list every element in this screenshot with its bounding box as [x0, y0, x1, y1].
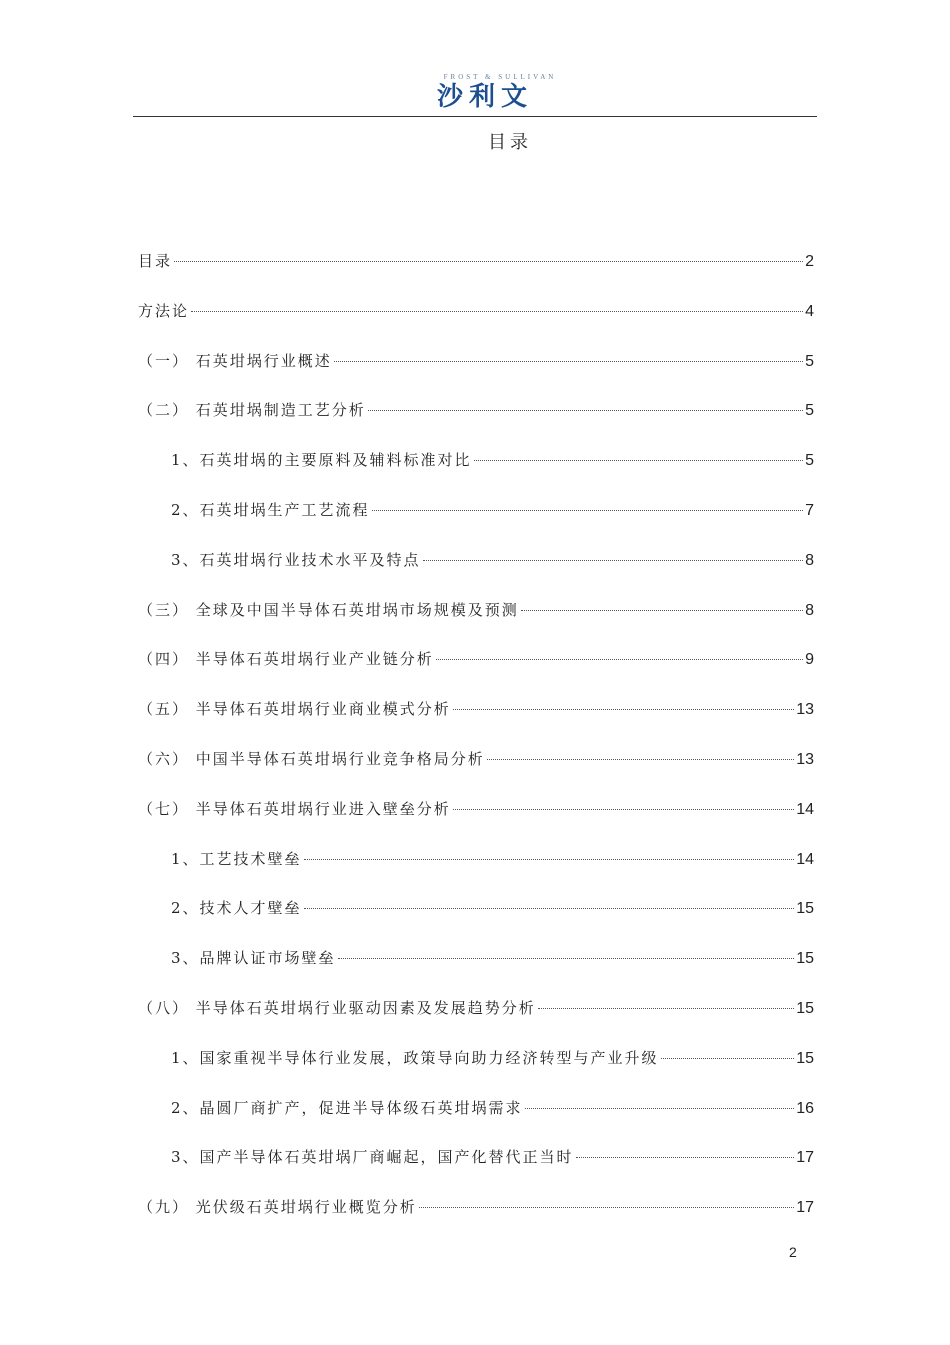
toc-dot-leader — [191, 311, 803, 312]
toc-dot-leader — [538, 1008, 794, 1009]
toc-entry-label: （六） 中国半导体石英坩埚行业竞争格局分析 — [138, 749, 485, 768]
toc-entry-page: 5 — [805, 402, 814, 420]
toc-entry[interactable] — [138, 748, 814, 798]
logo-chinese-text: 沙利文 — [436, 82, 533, 112]
toc-entry[interactable] — [138, 798, 814, 848]
page-number: 2 — [789, 1244, 797, 1260]
toc-entry-label: （七） 半导体石英坩埚行业进入壁垒分析 — [138, 799, 451, 818]
toc-dot-leader — [334, 361, 803, 362]
toc-entry-label: 2、石英坩埚生产工艺流程 — [171, 500, 370, 519]
toc-entry-page: 17 — [796, 1149, 814, 1167]
toc-entry-label: 3、石英坩埚行业技术水平及特点 — [171, 550, 421, 569]
toc-entry-label: 1、工艺技术壁垒 — [171, 849, 302, 868]
toc-entry[interactable] — [138, 549, 814, 599]
toc-entry-page: 8 — [805, 601, 814, 619]
toc-entry-label: 3、国产半导体石英坩埚厂商崛起，国产化替代正当时 — [171, 1148, 574, 1167]
toc-entry-page: 14 — [796, 800, 814, 818]
toc-entry[interactable] — [138, 1196, 814, 1246]
toc-entry-page: 13 — [796, 701, 814, 719]
toc-entry[interactable] — [138, 1047, 814, 1097]
toc-entry-page: 15 — [796, 999, 814, 1017]
toc-entry[interactable] — [138, 399, 814, 449]
toc-entry-label: 1、国家重视半导体行业发展，政策导向助力经济转型与产业升级 — [171, 1048, 659, 1067]
toc-entry-label: 目录 — [138, 252, 173, 270]
toc-entry-page: 5 — [805, 452, 814, 470]
toc-entry[interactable] — [138, 698, 814, 748]
toc-dot-leader — [174, 261, 803, 262]
toc-entry[interactable] — [138, 648, 814, 698]
toc-dot-leader — [419, 1207, 794, 1208]
toc-dot-leader — [368, 410, 803, 411]
toc-entry-page: 7 — [805, 501, 814, 519]
toc-entry-label: （八） 半导体石英坩埚行业驱动因素及发展趋势分析 — [138, 998, 536, 1017]
toc-entry-label: （五） 半导体石英坩埚行业商业模式分析 — [138, 700, 451, 719]
toc-dot-leader — [436, 659, 803, 660]
toc-entry-page: 4 — [805, 302, 814, 320]
toc-entry-label: （九） 光伏级石英坩埚行业概览分析 — [138, 1198, 417, 1217]
toc-entry-label: 3、品牌认证市场壁垒 — [171, 949, 336, 968]
table-of-contents — [138, 250, 814, 1246]
toc-entry-label: （三） 全球及中国半导体石英坩埚市场规模及预测 — [138, 600, 519, 619]
toc-entry-page: 5 — [805, 352, 814, 370]
toc-entry[interactable] — [138, 1146, 814, 1196]
toc-dot-leader — [525, 1108, 795, 1109]
toc-dot-leader — [453, 809, 794, 810]
toc-entry[interactable] — [138, 499, 814, 549]
toc-dot-leader — [576, 1157, 795, 1158]
toc-entry-page: 9 — [805, 651, 814, 669]
logo-english-text: FROST & SULLIVAN — [443, 73, 557, 81]
toc-entry-page: 8 — [805, 551, 814, 569]
toc-dot-leader — [304, 859, 795, 860]
toc-entry[interactable] — [138, 947, 814, 997]
toc-dot-leader — [453, 709, 794, 710]
toc-dot-leader — [423, 560, 804, 561]
toc-dot-leader — [661, 1058, 795, 1059]
toc-entry[interactable] — [138, 300, 814, 350]
toc-dot-leader — [304, 908, 795, 909]
toc-entry-page: 15 — [796, 1049, 814, 1067]
toc-dot-leader — [372, 510, 804, 511]
toc-entry[interactable] — [138, 1097, 814, 1147]
toc-entry-page: 16 — [796, 1099, 814, 1117]
toc-entry-page: 13 — [796, 750, 814, 768]
toc-entry-label: （一） 石英坩埚行业概述 — [138, 351, 332, 370]
toc-entry-label: 1、石英坩埚的主要原料及辅料标准对比 — [171, 451, 472, 470]
toc-entry[interactable] — [138, 449, 814, 499]
toc-entry-page: 15 — [796, 900, 814, 918]
header-divider — [133, 116, 817, 117]
toc-dot-leader — [474, 460, 804, 461]
toc-entry-page: 14 — [796, 850, 814, 868]
toc-entry-label: 2、晶圆厂商扩产，促进半导体级石英坩埚需求 — [171, 1098, 523, 1117]
toc-dot-leader — [521, 610, 803, 611]
toc-entry[interactable] — [138, 997, 814, 1047]
page-title: 目录 — [488, 132, 532, 153]
toc-entry-page: 2 — [805, 253, 814, 270]
toc-entry-label: （四） 半导体石英坩埚行业产业链分析 — [138, 650, 434, 669]
toc-entry-label: 2、技术人才壁垒 — [171, 899, 302, 918]
toc-entry[interactable] — [138, 897, 814, 947]
toc-entry-label: （二） 石英坩埚制造工艺分析 — [138, 401, 366, 420]
toc-entry[interactable] — [138, 250, 814, 300]
toc-dot-leader — [487, 759, 794, 760]
toc-entry-label: 方法论 — [138, 301, 190, 320]
toc-entry[interactable] — [138, 848, 814, 898]
toc-entry[interactable] — [138, 599, 814, 649]
toc-dot-leader — [338, 958, 795, 959]
toc-entry-page: 15 — [796, 950, 814, 968]
toc-entry[interactable] — [138, 350, 814, 400]
toc-entry-page: 17 — [796, 1199, 814, 1217]
frost-sullivan-logo — [0, 72, 950, 111]
